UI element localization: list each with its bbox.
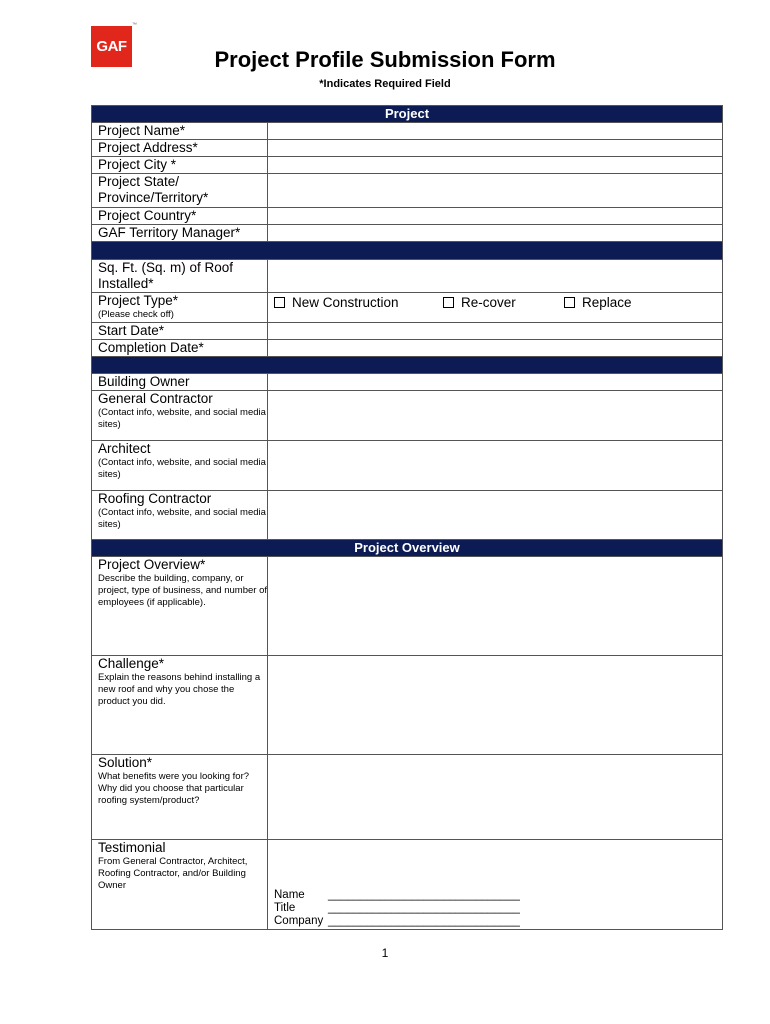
general-contractor-label: General Contractor <box>98 391 213 406</box>
form-row-general-contractor <box>92 391 723 441</box>
solution-cell <box>92 755 268 840</box>
form-row-solution <box>92 755 723 840</box>
project-city-label: Project City * <box>92 157 268 174</box>
sq-ft-label: Sq. Ft. (Sq. m) of Roof Installed* <box>92 260 268 293</box>
form-row-project-type <box>92 293 723 323</box>
project-state-label: Project State/ Province/Territory* <box>92 174 268 208</box>
project-state-field[interactable] <box>268 174 723 208</box>
form-row-challenge <box>92 656 723 755</box>
form-row-territory-manager <box>92 225 723 242</box>
solution-label: Solution* <box>98 755 153 770</box>
project-address-label: Project Address* <box>92 140 268 157</box>
roofing-contractor-field[interactable] <box>268 491 723 540</box>
architect-field[interactable] <box>268 441 723 491</box>
signature-name-label: Name <box>274 889 305 901</box>
challenge-field[interactable] <box>268 656 723 755</box>
contact-hint: (Contact info, website, and social media sites) <box>98 457 266 480</box>
project-address-field[interactable] <box>268 140 723 157</box>
project-name-field[interactable] <box>268 123 723 140</box>
territory-manager-field[interactable] <box>268 225 723 242</box>
form-row-project-country <box>92 208 723 225</box>
contact-hint: (Contact info, website, and social media sites) <box>98 407 266 430</box>
required-note: *Indicates Required Field <box>319 78 451 90</box>
checkbox-label: New Construction <box>292 295 399 310</box>
page-number: 1 <box>381 946 389 960</box>
contact-hint: (Contact info, website, and social media sites) <box>98 507 266 530</box>
form-row-completion-date <box>92 340 723 357</box>
form-row-project-overview <box>92 557 723 656</box>
section-header-project <box>92 106 723 123</box>
section-divider <box>92 242 723 260</box>
checkbox-icon[interactable] <box>564 297 575 308</box>
building-owner-label: Building Owner <box>92 374 268 391</box>
signature-block <box>274 889 722 928</box>
project-country-field[interactable] <box>268 208 723 225</box>
project-overview-hint: Describe the building, company, or project, type of business, and number of employees (if applicable). <box>98 573 267 608</box>
testimonial-label: Testimonial <box>98 840 166 855</box>
project-overview-field[interactable] <box>268 557 723 656</box>
form-row-project-city <box>92 157 723 174</box>
form-row-architect <box>92 441 723 491</box>
form-row-sq-ft <box>92 260 723 293</box>
signature-company-row <box>274 915 722 928</box>
general-contractor-cell <box>92 391 268 441</box>
general-contractor-field[interactable] <box>268 391 723 441</box>
project-overview-label: Project Overview* <box>98 557 206 572</box>
checkbox-label: Replace <box>582 295 632 310</box>
checkbox-new-construction[interactable] <box>274 295 443 310</box>
submission-form-table <box>91 105 723 930</box>
project-type-label: Project Type* <box>98 293 179 308</box>
checkbox-re-cover[interactable] <box>443 295 564 310</box>
project-type-hint: (Please check off) <box>98 309 174 320</box>
architect-cell <box>92 441 268 491</box>
roofing-contractor-cell <box>92 491 268 540</box>
page-title: Project Profile Submission Form <box>214 47 556 72</box>
signature-title-row <box>274 902 722 915</box>
signature-name-line[interactable]: ______________________________ <box>328 889 520 901</box>
testimonial-cell <box>92 840 268 930</box>
gaf-logo: GAF <box>91 26 132 67</box>
roofing-contractor-label: Roofing Contractor <box>98 491 212 506</box>
checkbox-icon[interactable] <box>443 297 454 308</box>
section-title: Project Overview <box>92 540 723 557</box>
challenge-cell <box>92 656 268 755</box>
form-row-project-name <box>92 123 723 140</box>
start-date-label: Start Date* <box>92 323 268 340</box>
challenge-hint: Explain the reasons behind installing a new roof and why you chose the product you did. <box>98 672 261 707</box>
challenge-label: Challenge* <box>98 656 165 671</box>
form-row-testimonial <box>92 840 723 930</box>
signature-company-line[interactable]: ______________________________ <box>328 915 520 927</box>
territory-manager-label: GAF Territory Manager* <box>92 225 268 242</box>
form-row-roofing-contractor <box>92 491 723 540</box>
project-city-field[interactable] <box>268 157 723 174</box>
trademark-mark: ™ <box>132 22 137 28</box>
building-owner-field[interactable] <box>268 374 723 391</box>
form-row-project-address <box>92 140 723 157</box>
sq-ft-field[interactable] <box>268 260 723 293</box>
project-type-cell <box>92 293 268 323</box>
testimonial-hint: From General Contractor, Architect, Roofing Contractor, and/or Building Owner <box>98 856 248 891</box>
project-overview-cell <box>92 557 268 656</box>
section-divider <box>92 357 723 374</box>
project-type-options <box>268 293 723 323</box>
architect-label: Architect <box>98 441 151 456</box>
signature-title-label: Title <box>274 902 296 914</box>
form-row-start-date <box>92 323 723 340</box>
start-date-field[interactable] <box>268 323 723 340</box>
signature-title-line[interactable]: ______________________________ <box>328 902 520 914</box>
solution-field[interactable] <box>268 755 723 840</box>
form-row-project-state <box>92 174 723 208</box>
project-name-label: Project Name* <box>92 123 268 140</box>
signature-name-row <box>274 889 722 902</box>
signature-company-label: Company <box>274 915 324 927</box>
checkbox-icon[interactable] <box>274 297 285 308</box>
form-row-building-owner <box>92 374 723 391</box>
solution-hint: What benefits were you looking for? Why did you choose that particular roofing system/product? <box>98 771 250 806</box>
section-title: Project <box>92 106 723 123</box>
testimonial-field[interactable] <box>268 840 723 930</box>
completion-date-label: Completion Date* <box>92 340 268 357</box>
section-header-overview <box>92 540 723 557</box>
checkbox-label: Re-cover <box>461 295 516 310</box>
completion-date-field[interactable] <box>268 340 723 357</box>
project-country-label: Project Country* <box>92 208 268 225</box>
checkbox-replace[interactable] <box>564 295 632 310</box>
